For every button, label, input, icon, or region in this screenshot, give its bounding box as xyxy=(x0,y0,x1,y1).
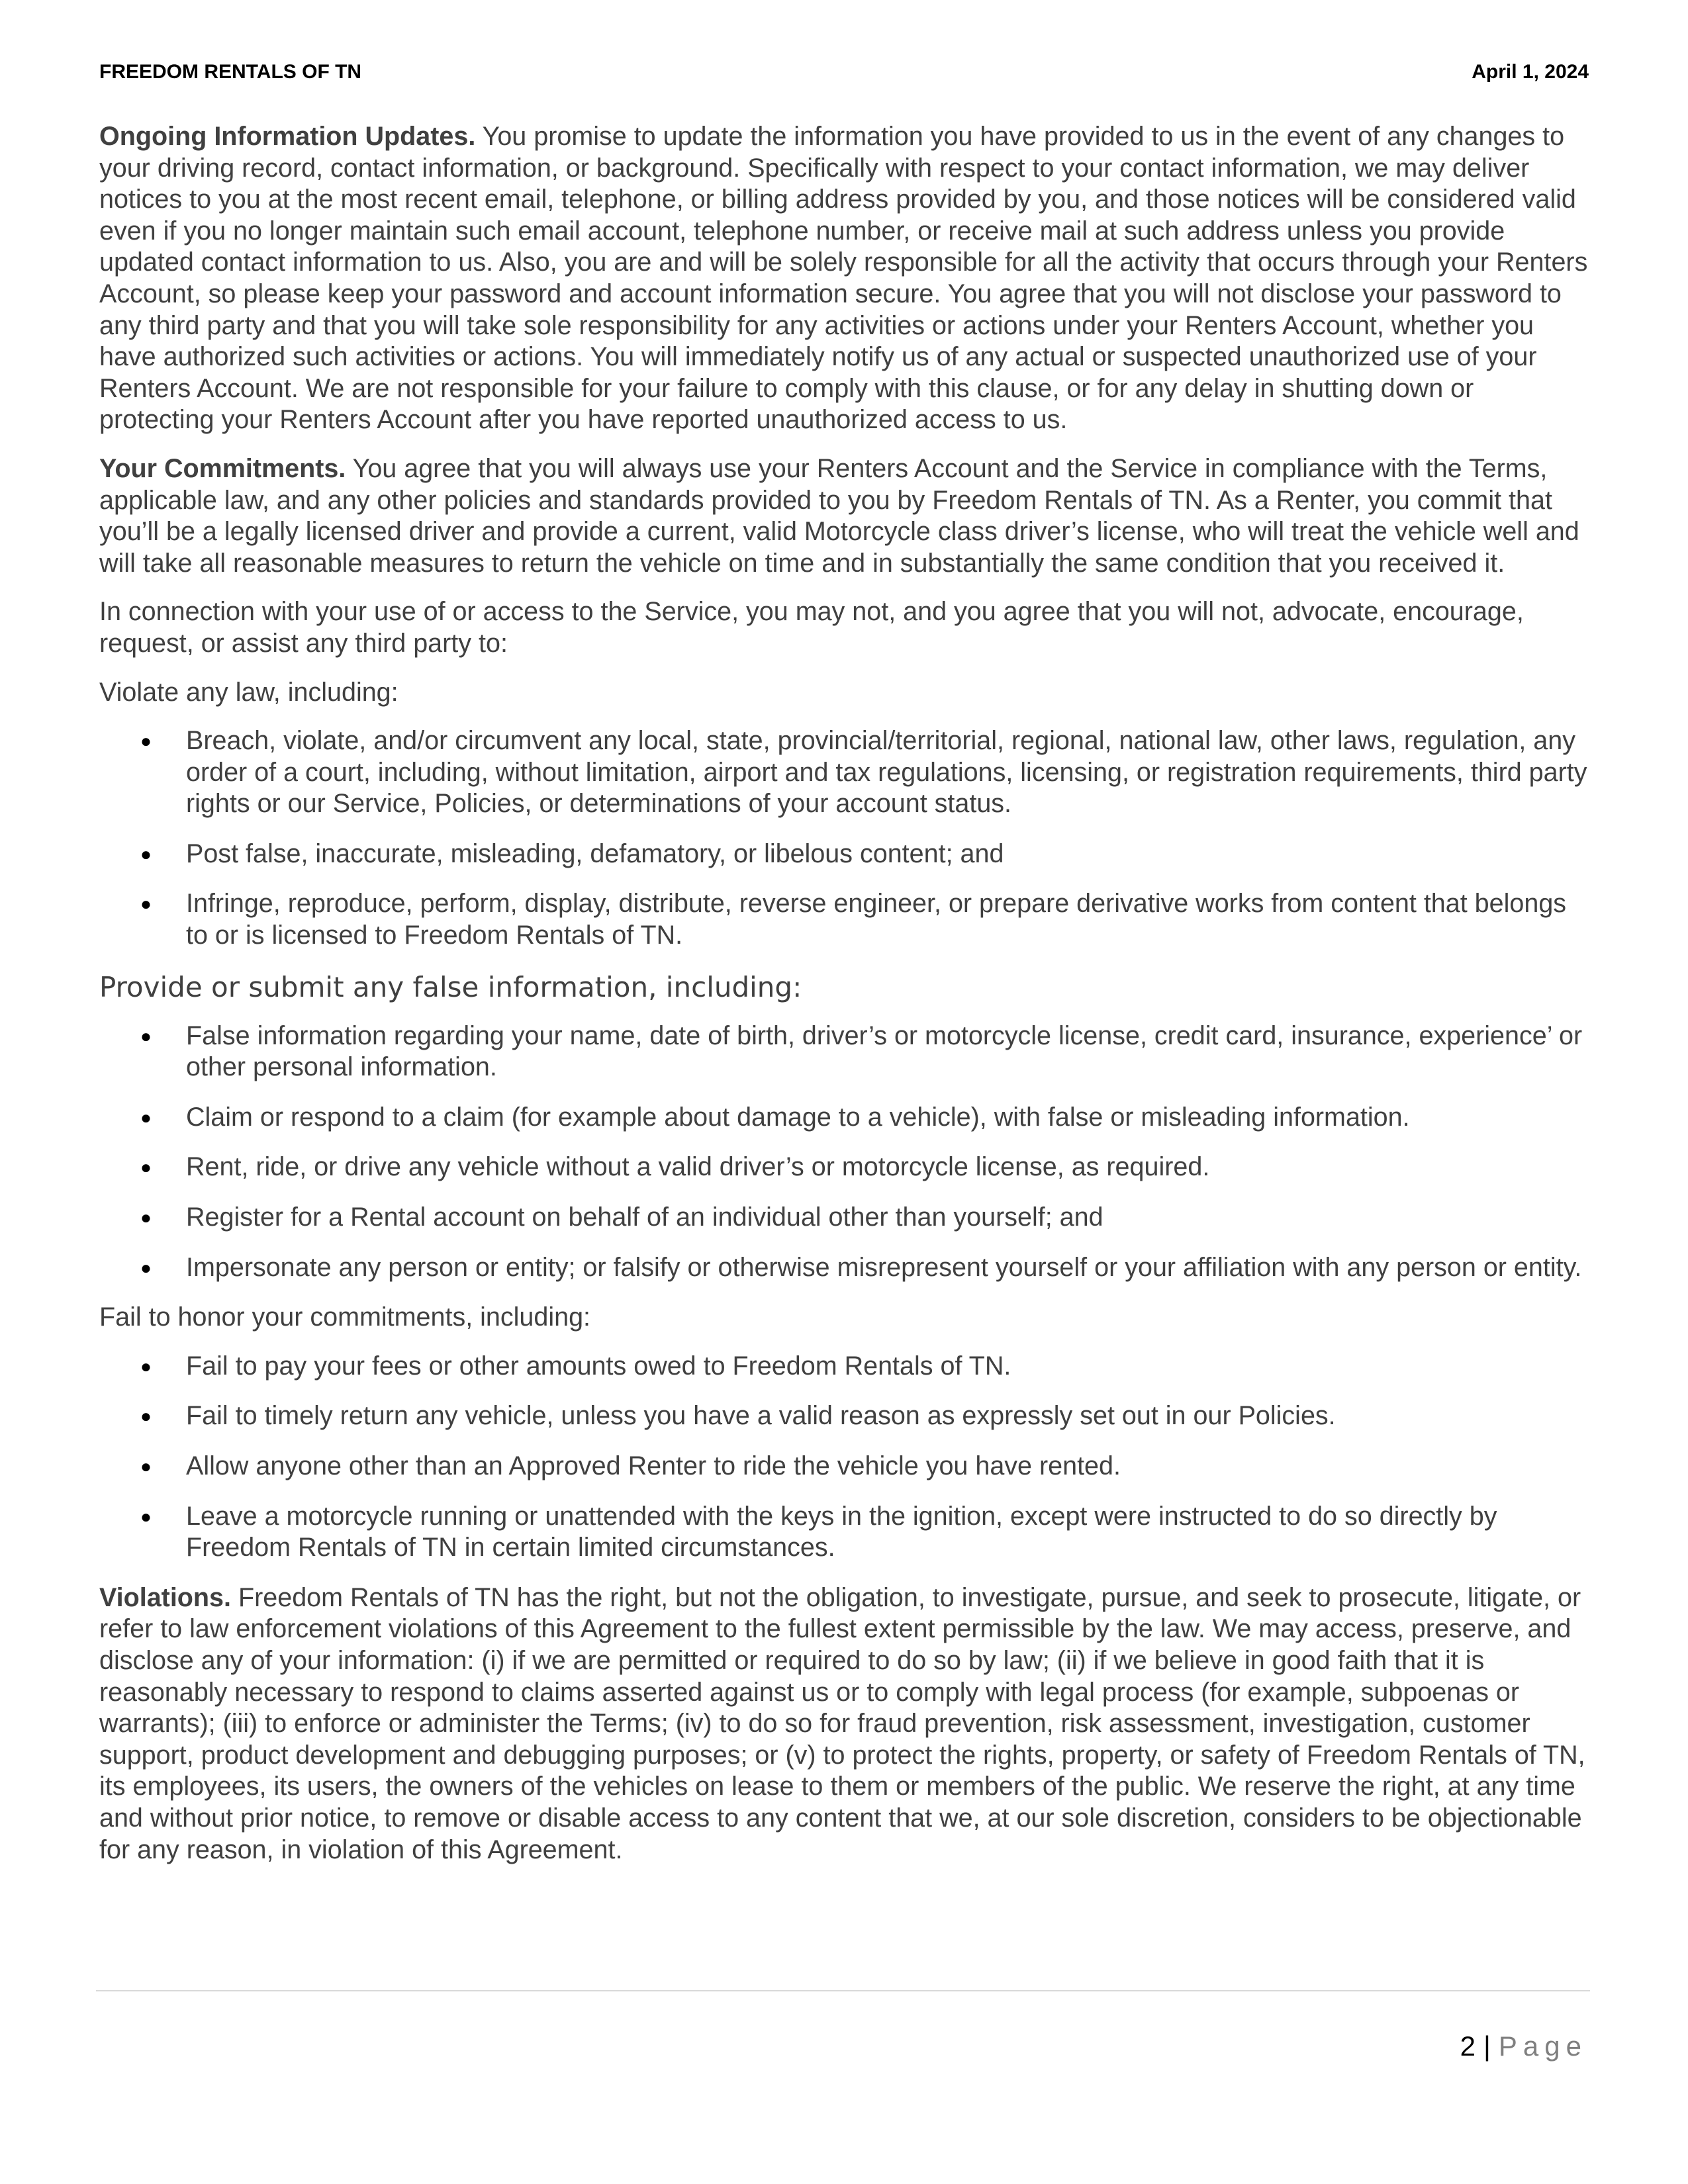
list-item-text: Infringe, reproduce, perform, display, distribute, reverse engineer, or prepare derivative works from content that belongs to or is licensed to Freedom Rentals of TN. xyxy=(186,889,1567,950)
bullet-icon: ● xyxy=(140,843,152,864)
list-item-text: Allow anyone other than an Approved Renter to ride the vehicle you have rented. xyxy=(186,1451,1121,1480)
commitments-title: Your Commitments. xyxy=(99,453,346,483)
list-item xyxy=(99,1501,1589,1564)
bullet-icon: ● xyxy=(140,1456,152,1477)
commitments-paragraph xyxy=(99,453,1589,579)
updates-paragraph xyxy=(99,121,1589,436)
bullet-icon: ● xyxy=(140,1107,152,1128)
page-number: 2 xyxy=(1460,2030,1476,2062)
violate-law-intro: Violate any law, including: xyxy=(99,677,399,707)
list-item-text: Leave a motorcycle running or unattended with the keys in the ignition, except were instructed to do so directly by Freedom Rentals of TN in certain limited circumstances. xyxy=(186,1501,1497,1563)
list-item xyxy=(99,725,1589,820)
list-item-text: Fail to pay your fees or other amounts owed to Freedom Rentals of TN. xyxy=(186,1351,1011,1381)
list-item xyxy=(99,1102,1589,1134)
company-name: FREEDOM RENTALS OF TN xyxy=(99,61,362,83)
fail-honor-intro: Fail to honor your commitments, including: xyxy=(99,1302,591,1332)
list-item xyxy=(99,1152,1589,1183)
list-item-text: False information regarding your name, date of birth, driver’s or motorcycle license, credit card, insurance, experience’ or other personal information. xyxy=(186,1021,1583,1082)
fail-honor-list xyxy=(99,1351,1589,1564)
list-item-text: Claim or respond to a claim (for example about damage to a vehicle), with false or misleading information. xyxy=(186,1102,1410,1132)
bullet-icon: ● xyxy=(140,1506,152,1527)
false-info-intro: Provide or submit any false information, including: xyxy=(99,970,802,1003)
bullet-icon: ● xyxy=(140,1355,152,1377)
page-footer xyxy=(1460,2030,1587,2062)
violations-paragraph xyxy=(99,1582,1589,1866)
list-item xyxy=(99,1400,1589,1432)
list-item-text: Fail to timely return any vehicle, unless you have a valid reason as expressly set out in our Policies. xyxy=(186,1401,1336,1431)
bullet-icon: ● xyxy=(140,1025,152,1046)
violations-title: Violations. xyxy=(99,1582,232,1612)
bullet-icon: ● xyxy=(140,1257,152,1278)
list-item xyxy=(99,1202,1589,1234)
list-item-text: Breach, violate, and/or circumvent any local, state, provincial/territorial, regional, national law, other laws, regulation, any order of a court, including, without limitation, airport and tax regulations, licensing, or registration requirements, third party rights or our Service, Policies, or determinations of your account status. xyxy=(186,726,1587,819)
updates-body: You promise to update the information you have provided to us in the event of any changes to your driving record, contact information, or background. Specifically with respect to your contact information, we may deliver notices to you at the most recent email, telephone, or billing address provided by you, and those notices will be considered valid even if you no longer maintain such email account, telephone number, or receive mail at such address unless you provide updated contact information to us. Also, you are and will be solely responsible for all the activity that occurs through your Renters Account, so please keep your password and account information secure. You agree that you will not disclose your password to any third party and that you will take sole responsibility for any activities or actions under your Renters Account, whether you have authorized such activities or actions. You will immediately notify us of any actual or suspected unauthorized use of your Renters Account. We are not responsible for your failure to comply with this clause, or for any delay in shutting down or protecting your Renters Account after you have reported unauthorized access to us. xyxy=(99,122,1588,435)
list-item-text: Register for a Rental account on behalf of an individual other than yourself; and xyxy=(186,1203,1103,1232)
list-item xyxy=(99,839,1589,870)
list-item xyxy=(99,1451,1589,1482)
list-item xyxy=(99,1021,1589,1083)
list-item-text: Impersonate any person or entity; or falsify or otherwise misrepresent yourself or your affiliation with any person or entity. xyxy=(186,1252,1582,1282)
bullet-icon: ● xyxy=(140,1406,152,1427)
footer-divider xyxy=(96,1990,1590,1991)
violate-law-list xyxy=(99,725,1589,952)
list-item xyxy=(99,888,1589,951)
footer-separator: | xyxy=(1483,2030,1491,2062)
document-body xyxy=(99,121,1589,1883)
connection-paragraph: In connection with your use of or access to the Service, you may not, and you agree that you will not, advocate, encourage, request, or assist any third party to: xyxy=(99,597,1524,658)
violations-body: Freedom Rentals of TN has the right, but not the obligation, to investigate, pursue, and seek to prosecute, litigate, or refer to law enforcement violations of this Agreement to the fullest extent permissible by the law. We may access, preserve, and disclose any of your information: (i) if we are permitted or required to do so by law; (ii) if we believe in good faith that it is reasonably necessary to respond to claims asserted against us or to comply with legal process (for example, subpoenas or warrants); (iii) to enforce or administer the Terms; (iv) to do so for fraud prevention, risk assessment, investigation, customer support, product development and debugging purposes; or (v) to protect the rights, property, or safety of Freedom Rentals of TN, its employees, its users, the owners of the vehicles on lease to them or members of the public. We reserve the right, at any time and without prior notice, to remove or disable access to any content that we, at our sole discretion, considers to be objectionable for any reason, in violation of this Agreement. xyxy=(99,1582,1585,1864)
header-date: April 1, 2024 xyxy=(1472,61,1589,83)
bullet-icon: ● xyxy=(140,1157,152,1178)
commitments-body: You agree that you will always use your Renters Account and the Service in compliance with the Terms, applicable law, and any other policies and standards provided to you by Freedom Rentals of TN. As a Renter, you commit that you’ll be a legally licensed driver and provide a current, valid Motorcycle class driver’s license, who will treat the vehicle well and will take all reasonable measures to return the vehicle on time and in substantially the same condition that you received it. xyxy=(99,453,1579,578)
list-item xyxy=(99,1252,1589,1284)
list-item-text: Post false, inaccurate, misleading, defamatory, or libelous content; and xyxy=(186,839,1004,868)
bullet-icon: ● xyxy=(140,731,152,752)
page-label: Page xyxy=(1498,2030,1587,2062)
list-item-text: Rent, ride, or drive any vehicle without a valid driver’s or motorcycle license, as required. xyxy=(186,1152,1210,1182)
false-info-list xyxy=(99,1021,1589,1284)
updates-title: Ongoing Information Updates. xyxy=(99,122,476,151)
bullet-icon: ● xyxy=(140,1207,152,1228)
bullet-icon: ● xyxy=(140,893,152,915)
list-item xyxy=(99,1351,1589,1383)
